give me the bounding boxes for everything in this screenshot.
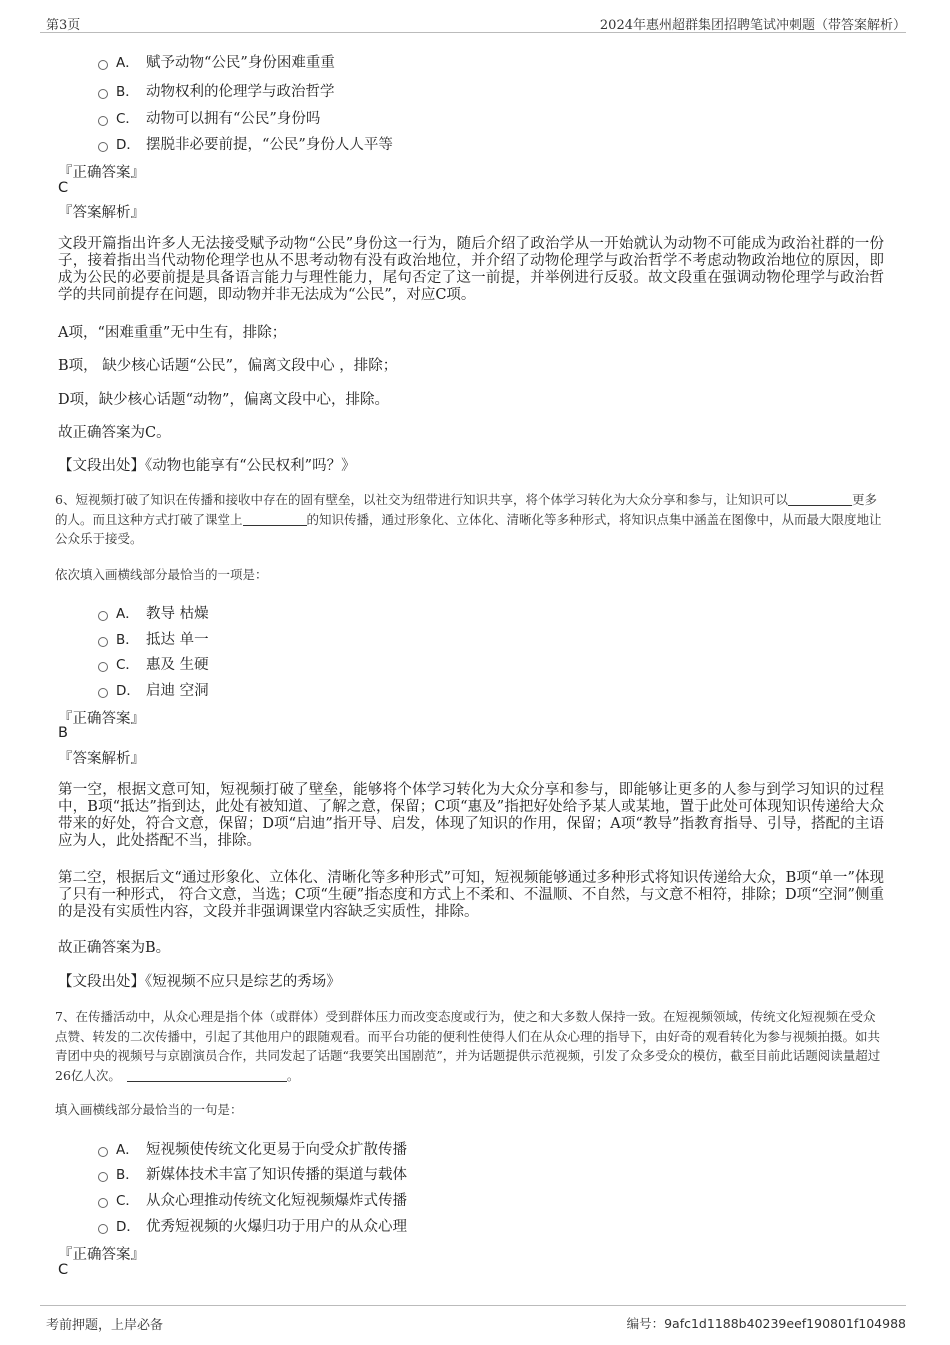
correct-answer-label: 『正确答案』 — [58, 1247, 145, 1263]
radio-icon[interactable] — [98, 688, 108, 698]
q5-analysis-b: B项， 缺少核心话题“公民”，偏离文段中心 ，排除； — [58, 358, 398, 374]
page-header — [40, 12, 906, 33]
option-text: 动物可以拥有“公民”身份吗 — [146, 111, 321, 127]
radio-icon[interactable] — [98, 611, 108, 621]
q7-option-c[interactable]: C． 从众心理推动传统文化短视频爆炸式传播 — [98, 1189, 407, 1210]
q6-answer: B — [58, 725, 68, 741]
option-text: 赋予动物“公民”身份困难重重 — [146, 55, 335, 71]
q5-source: 【文段出处】《动物也能享有“公民权利”吗？》 — [58, 458, 356, 474]
radio-icon[interactable] — [98, 1147, 108, 1157]
page-number: 第3页 — [46, 18, 81, 33]
q6-analysis-second-blank: 第二空，根据后文“通过形象化、立体化、清晰化等多种形式”可知，短视频能够通过多种形式将知识传递给大众，B项“单一”体现了只有一种形式， 符合文意，当选；C项“生硬”指态度和方式上不柔和、不温顺、不自然，与文意不相符，排除；D项“空洞”侧重的是没有实质性内容，文段并非强调课堂内容缺乏实质性，排除。 — [58, 870, 884, 920]
radio-icon[interactable] — [98, 116, 108, 126]
correct-answer-label: 『正确答案』 — [58, 711, 145, 727]
blank-line — [788, 493, 852, 506]
option-text: 启迪 空洞 — [146, 683, 209, 699]
radio-icon[interactable] — [98, 1198, 108, 1208]
blank-line — [127, 1069, 287, 1082]
page-footer — [40, 1305, 906, 1332]
q6-analysis-first-blank: 第一空，根据文意可知，短视频打破了壁垒，能够将个体学习转化为大众分享和参与，即能够让更多的人参与到学习知识的过程中，B项“抵达”指到达，此处有被知道、了解之意，保留；C项“惠及”指把好处给予某人或某地，置于此处可体现知识传递给大众带来的好处，符合文意，保留；D项“启迪”指开导、启发，体现了知识的作用，保留；A项“教导”指教育指导、引导，搭配的主语应为人，此处搭配不当，排除。 — [58, 782, 884, 849]
q5-analysis-d: D项，缺少核心话题“动物”，偏离文段中心，排除。 — [58, 392, 389, 408]
option-text: 摆脱非必要前提，“公民”身份人人平等 — [146, 137, 393, 153]
q7-option-d[interactable]: D． 优秀短视频的火爆归功于用户的从众心理 — [98, 1215, 407, 1236]
q6-option-d[interactable]: D． 启迪 空洞 — [98, 679, 209, 700]
q7-prompt: 填入画横线部分最恰当的一句是： — [55, 1102, 243, 1117]
radio-icon[interactable] — [98, 60, 108, 70]
q6-prompt: 依次填入画横线部分最恰当的一项是： — [55, 567, 268, 582]
q5-option-a[interactable]: A． 赋予动物“公民”身份困难重重 — [98, 51, 335, 72]
q7-option-b[interactable]: B． 新媒体技术丰富了知识传播的渠道与载体 — [98, 1163, 407, 1184]
analysis-label: 『答案解析』 — [58, 751, 145, 767]
radio-icon[interactable] — [98, 662, 108, 672]
option-text: 新媒体技术丰富了知识传播的渠道与载体 — [146, 1167, 407, 1183]
q5-option-c[interactable]: C． 动物可以拥有“公民”身份吗 — [98, 107, 320, 128]
q6-stem: 6、短视频打破了知识在传播和接收中存在的固有壁垒，以社交为纽带进行知识共享，将个体学习转化为大众分享和参与，让知识可以 更多的人。而且这种方式打破了课堂上 的知识传播，通过形象化、立体化、清晰化等多种形式，将知识点集中涵盖在图像中，从而最大限度地让公众乐于接受。 — [55, 492, 882, 546]
correct-answer-label: 『正确答案』 — [58, 165, 145, 181]
q5-option-b[interactable]: B． 动物权利的伦理学与政治哲学 — [98, 80, 335, 101]
q6-option-a[interactable]: A． 教导 枯燥 — [98, 602, 209, 623]
option-text: 从众心理推动传统文化短视频爆炸式传播 — [146, 1193, 407, 1209]
option-text: 优秀短视频的火爆归功于用户的从众心理 — [146, 1219, 407, 1235]
q7-stem: 7、在传播活动中，从众心理是指个体（或群体）受到群体压力而改变态度或行为，使之和大多数人保持一致。在短视频领域，传统文化短视频在受众点赞、转发的二次传播中，引起了其他用户的跟随观看。而平台功能的便利性使得人们在从众心理的指导下，由好奇的观看转化为参与视频拍摄。如共青团中央的视频号与京剧演员合作，共同发起了话题“我要笑出国剧范”，并为话题提供示范视频，引发了众多受众的模仿，截至目前此话题阅读量超过26亿人次。 。 — [55, 1009, 881, 1083]
q5-analysis-a: A项，“困难重重”无中生有，排除； — [58, 325, 287, 341]
analysis-label: 『答案解析』 — [58, 205, 145, 221]
document-id: 编号：9afc1d1188b40239eef190801f104988 — [626, 1316, 906, 1331]
q6-source: 【文段出处】《短视频不应只是综艺的秀场》 — [58, 974, 341, 990]
q6-option-c[interactable]: C． 惠及 生硬 — [98, 653, 209, 674]
radio-icon[interactable] — [98, 1224, 108, 1234]
q5-answer: C — [58, 180, 69, 196]
radio-icon[interactable] — [98, 89, 108, 99]
radio-icon[interactable] — [98, 142, 108, 152]
radio-icon[interactable] — [98, 637, 108, 647]
option-text: 教导 枯燥 — [146, 606, 209, 622]
option-text: 动物权利的伦理学与政治哲学 — [146, 84, 335, 100]
q5-option-d[interactable]: D． 摆脱非必要前提，“公民”身份人人平等 — [98, 133, 393, 154]
option-text: 抵达 单一 — [146, 632, 209, 648]
option-text: 惠及 生硬 — [146, 657, 209, 673]
document-title: 2024年惠州超群集团招聘笔试冲刺题（带答案解析） — [599, 18, 906, 33]
q5-analysis-main: 文段开篇指出许多人无法接受赋予动物“公民”身份这一行为，随后介绍了政治学从一开始就认为动物不可能成为政治社群的一份子，接着指出当代动物伦理学也从不思考动物有没有政治地位，并介绍了动物伦理学与政治哲学不考虑动物政治地位的原因，即成为公民的必要前提是具备语言能力与理性能力，尾句否定了这一前提，并举例进行反驳。故文段重在强调动物伦理学与政治哲学的共同前提存在问题，即动物并非无法成为“公民”，对应C项。 — [58, 236, 884, 303]
q6-conclusion: 故正确答案为B。 — [58, 940, 171, 956]
option-text: 短视频使传统文化更易于向受众扩散传播 — [146, 1142, 407, 1158]
q5-conclusion: 故正确答案为C。 — [58, 425, 171, 441]
radio-icon[interactable] — [98, 1172, 108, 1182]
q7-option-a[interactable]: A． 短视频使传统文化更易于向受众扩散传播 — [98, 1138, 407, 1159]
q6-option-b[interactable]: B． 抵达 单一 — [98, 628, 209, 649]
blank-line — [243, 513, 307, 526]
q7-answer: C — [58, 1262, 69, 1278]
footer-slogan: 考前押题，上岸必备 — [46, 1318, 164, 1333]
